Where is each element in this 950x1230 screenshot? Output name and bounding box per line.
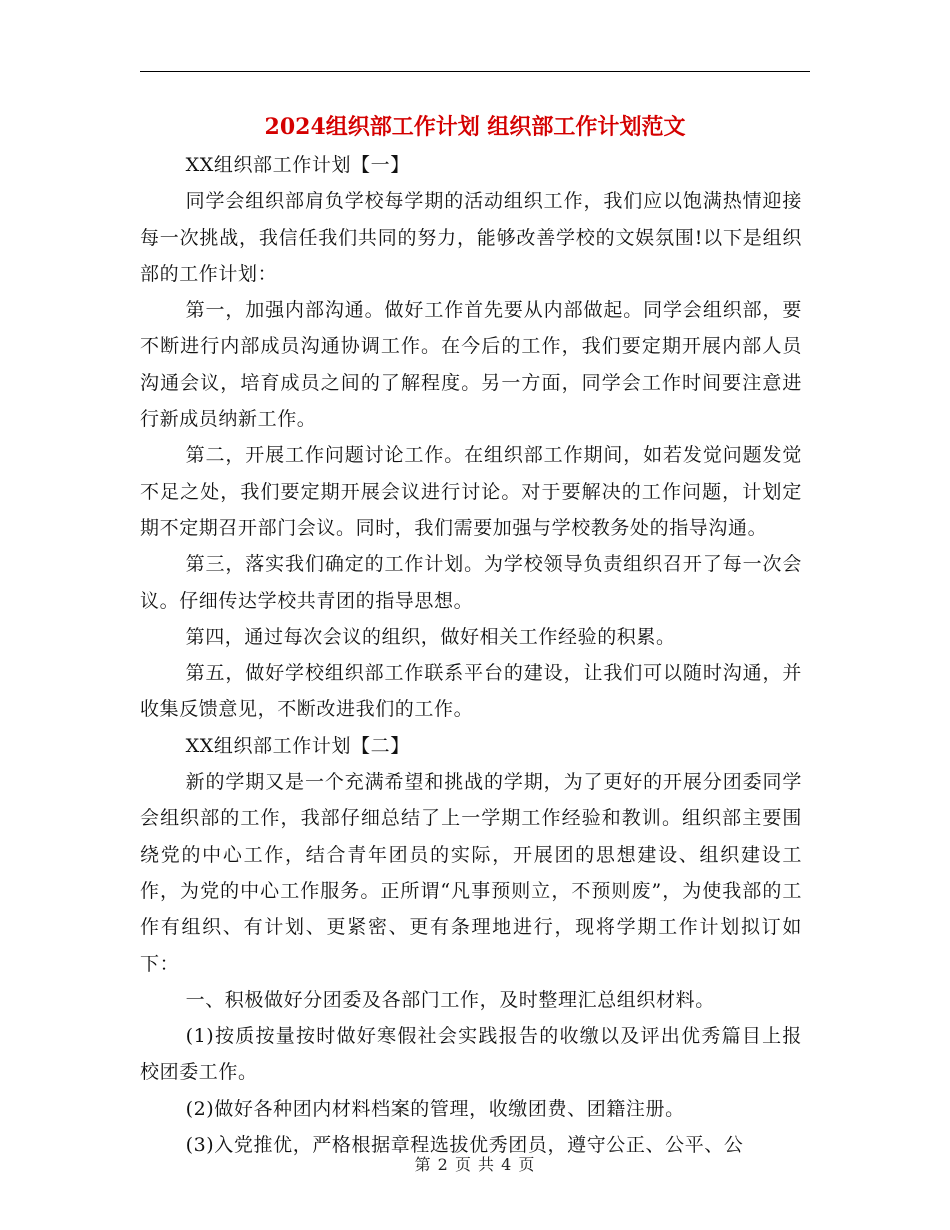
body-paragraph: 第一，加强内部沟通。做好工作首先要从内部做起。同学会组织部，要不断进行内部成员沟通协调工作。在今后的工作，我们要定期开展内部人员沟通会议，培育成员之间的了解程度。另一方面，同学会工作时间要注意进行新成员纳新工作。	[140, 299, 802, 431]
page-number-footer: 第 2 页 共 4 页	[414, 1155, 536, 1174]
list-item: (2)做好各种团内材料档案的管理，收缴团费、团籍注册。	[185, 1097, 685, 1120]
body-paragraph: 新的学期又是一个充满希望和挑战的学期，为了更好的开展分团委同学会组织部的工作，我部仔细总结了上一学期工作经验和教训。组织部主要围绕党的中心工作，结合青年团员的实际，开展团的思想建设、组织建设工作，为党的中心工作服务。正所谓“凡事预则立，不预则废”，为使我部的工作有组织、有计划、更紧密、更有条理地进行，现将学期工作计划拟订如下：	[140, 771, 802, 975]
body-paragraph: 第四，通过每次会议的组织，做好相关工作经验的积累。	[185, 625, 676, 648]
body-paragraph: 第三，落实我们确定的工作计划。为学校领导负责组织召开了每一次会议。仔细传达学校共青团的指导思想。	[140, 553, 802, 612]
document-body	[140, 147, 802, 1163]
section-heading: XX组织部工作计划【一】	[185, 154, 410, 176]
body-paragraph: 一、积极做好分团委及各部门工作，及时整理汇总组织材料。	[185, 988, 715, 1011]
list-item: (1)按质按量按时做好寒假社会实践报告的收缴以及评出优秀篇目上报校团委工作。	[140, 1025, 802, 1084]
section-heading: XX组织部工作计划【二】	[185, 734, 410, 757]
header-rule	[140, 71, 810, 72]
list-item: (3)入党推优，严格根据章程选拔优秀团员，遵守公正、公平、公	[185, 1134, 744, 1157]
document-title: 2024组织部工作计划 组织部工作计划范文	[264, 114, 686, 140]
body-paragraph: 第二，开展工作问题讨论工作。在组织部工作期间，如若发觉问题发觉不足之处，我们要定期开展会议进行讨论。对于要解决的工作问题，计划定期不定期召开部门会议。同时，我们需要加强与学校教务处的指导沟通。	[140, 444, 802, 539]
body-paragraph: 同学会组织部肩负学校每学期的活动组织工作，我们应以饱满热情迎接每一次挑战，我信任我们共同的努力，能够改善学校的文娱氛围!以下是组织部的工作计划：	[140, 190, 802, 285]
body-paragraph: 第五，做好学校组织部工作联系平台的建设，让我们可以随时沟通，并收集反馈意见，不断改进我们的工作。	[140, 662, 802, 721]
